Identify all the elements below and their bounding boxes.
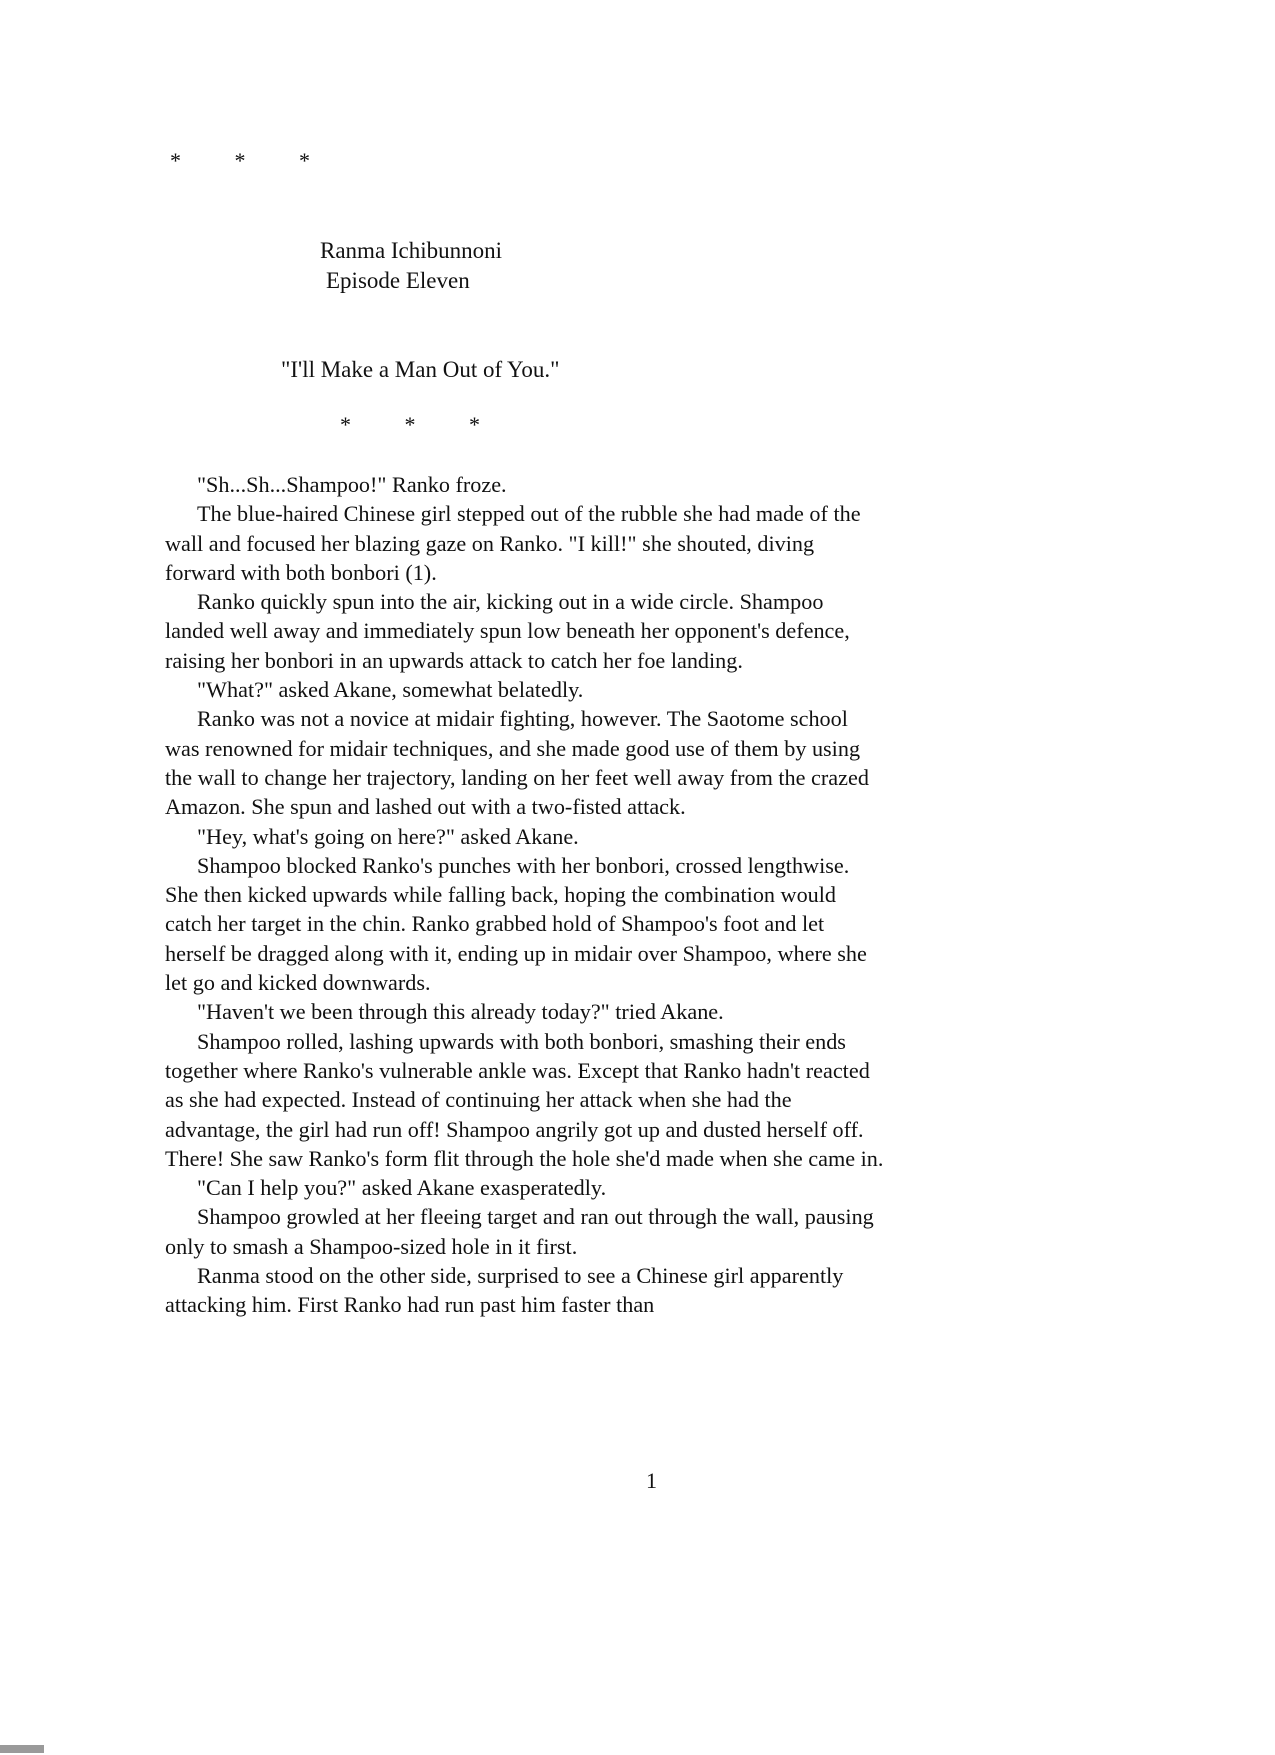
scan-edge-mark [0,1745,44,1753]
paragraph: Shampoo growled at her fleeing target and ran out through the wall, pausing only to smash a Shampoo-sized hole in it first. [165,1204,874,1259]
paragraph: Ranko quickly spun into the air, kicking out in a wide circle. Shampoo landed well away and immediately spun low beneath her opponent's defence, raising her bonbori in an upwards attack to catch her foe landing. [165,589,850,673]
paragraph: Shampoo blocked Ranko's punches with her bonbori, crossed lengthwise. She then kicked upwards while falling back, hoping the combination would catch her target in the chin. Ranko grabbed hold of Shampoo's foot and let herself be dragged along with it, ending up in midair over Shampoo, where she let go and kicked downwards. [165,852,867,996]
series-title: Ranma Ichibunnoni [320,238,503,263]
paragraph: Shampoo rolled, lashing upwards with both bonbori, smashing their ends together where Ranko's vulnerable ankle was. Except that Ranko hadn't reacted as she had expected. Instead of continuing her attack when she had the advantage, the girl had run off! Shampoo angrily got up and dusted herself off. There! She saw Ranko's form flit through the hole she'd made when she came in. [165,1028,884,1171]
paragraph: "Can I help you?" asked Akane exasperatedly. [197,1175,607,1201]
episode-title: "I'll Make a Man Out of You." [281,357,560,382]
scene-break-stars-top: * * * [170,148,334,173]
episode-label: Episode Eleven [326,268,470,293]
scene-break-stars-mid: * * * [340,412,504,437]
paragraph: "Sh...Sh...Shampoo!" Ranko froze. [197,472,507,497]
paragraph: Ranma stood on the other side, surprised to see a Chinese girl apparently attacking him. First Ranko had run past him faster than [165,1263,844,1318]
paragraph: Ranko was not a novice at midair fighting, however. The Saotome school was renowned for midair techniques, and she made good use of them by using the wall to change her trajectory, landing on her feet well away from the crazed Amazon. She spun and lashed out with a two-fisted attack. [165,706,869,820]
paragraph: The blue-haired Chinese girl stepped out of the rubble she had made of the wall and focused her blazing gaze on Ranko. "I kill!" she shouted, diving forward with both bonbori (1). [165,501,861,585]
story-body [165,470,885,1320]
page-number: 1 [646,1468,657,1493]
paragraph: "What?" asked Akane, somewhat belatedly. [197,677,584,703]
paragraph: "Hey, what's going on here?" asked Akane. [197,823,579,849]
paragraph: "Haven't we been through this already today?" tried Akane. [197,999,724,1025]
